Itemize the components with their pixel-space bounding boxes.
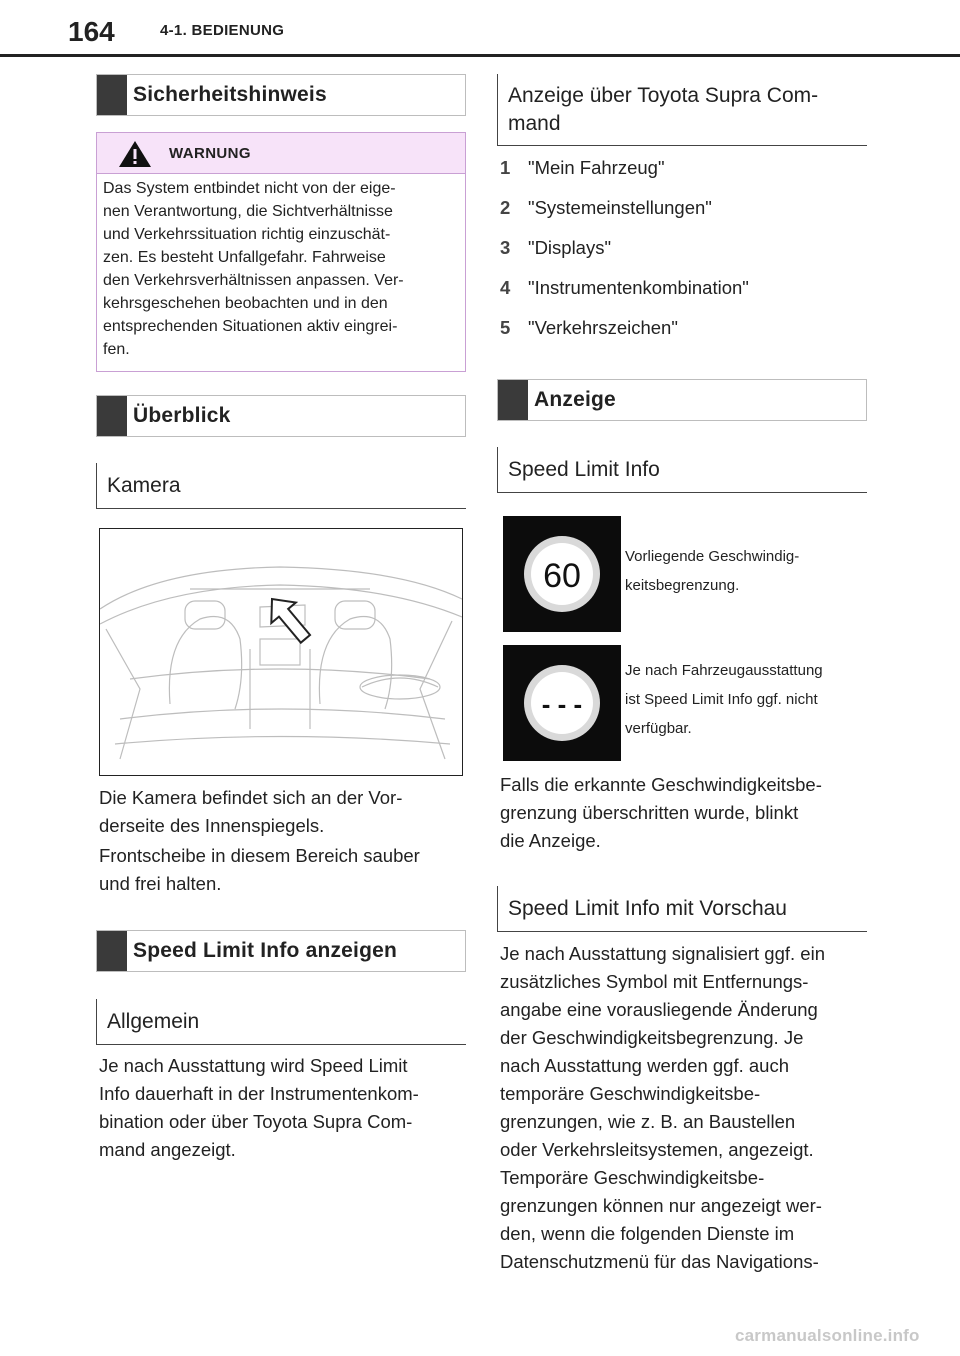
text-line: Je nach Fahrzeugausstattung [625, 662, 823, 679]
preview-paragraph-1 [500, 940, 870, 1164]
step-text: "Instrumentenkombination" [528, 277, 749, 298]
step-number: 4 [500, 277, 511, 298]
text-line: Datenschutzmenü für das Navigations- [500, 1251, 819, 1272]
subheading-text: Kamera [107, 473, 181, 497]
text-line: der Geschwindigkeitsbegrenzung. Je [500, 1027, 804, 1048]
watermark: carmanualsonline.info [735, 1326, 920, 1345]
step-1 [500, 154, 665, 182]
subheading-line: mand [508, 112, 561, 135]
warning-line: fen. [103, 341, 130, 358]
text-line: angabe eine vorausliegende Änderung [500, 999, 818, 1020]
section-heading-text: Anzeige [534, 388, 616, 411]
text-line: ist Speed Limit Info ggf. nicht [625, 691, 818, 708]
camera-paragraph-2 [99, 842, 469, 898]
preview-paragraph-2 [500, 1164, 870, 1276]
sign1-description [625, 542, 870, 600]
warning-triangle-icon [117, 139, 153, 169]
text-line: Die Kamera befindet sich an der Vor- [99, 787, 403, 808]
speed-sign-graphic [503, 645, 621, 761]
step-number: 5 [500, 317, 511, 338]
text-line: Falls die erkannte Geschwindigkeitsbe- [500, 774, 822, 795]
section-bar [97, 931, 127, 971]
step-text: "Systemeinstellungen" [528, 197, 712, 218]
step-text: "Mein Fahrzeug" [528, 157, 665, 178]
text-line: keitsbegrenzung. [625, 577, 740, 594]
camera-paragraph-1 [99, 784, 469, 840]
subheading-preview [497, 886, 867, 932]
text-line: grenzungen, wie z. B. an Baustellen [500, 1111, 796, 1132]
text-line: Je nach Ausstattung signalisiert ggf. ein [500, 943, 825, 964]
step-number: 3 [500, 237, 511, 258]
page-number: 164 [68, 16, 115, 47]
section-heading-text: Speed Limit Info anzeigen [133, 939, 398, 962]
warning-line: nen Verantwortung, die Sichtverhältnisse [103, 203, 393, 220]
warning-line: Das System entbindet nicht von der eige- [103, 180, 396, 197]
step-number: 1 [500, 157, 511, 178]
step-3 [500, 234, 611, 262]
header-rule [0, 54, 960, 57]
step-4 [500, 274, 749, 302]
warning-line: kehrsgeschehen beobachten und in den [103, 295, 388, 312]
text-line: Temporäre Geschwindigkeitsbe- [500, 1167, 765, 1188]
chapter-title: 4-1. BEDIENUNG [160, 22, 285, 39]
subheading-text: Speed Limit Info mit Vorschau [508, 896, 787, 920]
text-line: Vorliegende Geschwindig- [625, 548, 800, 565]
step-text: "Verkehrszeichen" [528, 317, 678, 338]
warning-line: den Verkehrsverhältnissen anpassen. Ver- [103, 272, 404, 289]
text-line: temporäre Geschwindigkeitsbe- [500, 1083, 761, 1104]
text-line: oder Verkehrsleitsystemen, angezeigt. [500, 1139, 814, 1160]
warning-line: und Verkehrssituation richtig einzuschät- [103, 226, 391, 243]
text-line: Frontscheibe in diesem Bereich sauber [99, 845, 420, 866]
text-line: Je nach Ausstattung wird Speed Limit [99, 1055, 408, 1076]
camera-location-figure [99, 528, 463, 776]
text-line: bination oder über Toyota Supra Com- [99, 1111, 413, 1132]
subheading-text: Allgemein [107, 1009, 200, 1033]
warning-line: zen. Es besteht Unfallgefahr. Fahrweise [103, 249, 386, 266]
step-number: 2 [500, 197, 511, 218]
warning-title: WARNUNG [169, 144, 251, 162]
step-5 [500, 314, 678, 342]
subheading-general [96, 999, 466, 1045]
subheading-text: Speed Limit Info [508, 457, 660, 481]
text-line: und frei halten. [99, 873, 222, 894]
section-heading-show-sli [96, 930, 466, 972]
section-heading-text: Überblick [133, 404, 231, 427]
text-line: zusätzliches Symbol mit Entfernungs- [500, 971, 809, 992]
subheading-text [508, 82, 861, 145]
section-heading-overview [96, 395, 466, 437]
speed-sign-graphic [503, 516, 621, 632]
step-2 [500, 194, 712, 222]
text-line: nach Ausstattung werden ggf. auch [500, 1055, 790, 1076]
subheading-line: Anzeige über Toyota Supra Com- [508, 84, 819, 107]
text-line: derseite des Innenspiegels. [99, 815, 325, 836]
text-line: mand angezeigt. [99, 1139, 236, 1160]
subheading-speed-limit-info [497, 447, 867, 493]
text-line: verfügbar. [625, 720, 692, 737]
car-interior-illustration [100, 529, 462, 775]
section-bar [97, 396, 127, 436]
sign2-description [625, 656, 870, 743]
text-line: grenzung überschritten wurde, blinkt [500, 802, 799, 823]
section-heading-text: Sicherheitshinweis [133, 83, 327, 106]
speed-sign-value: - - - [541, 689, 583, 719]
step-text: "Displays" [528, 237, 612, 258]
section-heading-display [497, 379, 867, 421]
section-bar [498, 380, 528, 420]
text-line: die Anzeige. [500, 830, 601, 851]
general-paragraph [99, 1052, 469, 1164]
warning-line: entsprechenden Situationen aktiv eingrei- [103, 318, 398, 335]
warning-header [97, 133, 465, 174]
text-line: den, wenn die folgenden Dienste im [500, 1223, 795, 1244]
speed-sign-value: 60 [543, 557, 581, 595]
subheading-camera [96, 463, 466, 509]
text-line: grenzungen können nur angezeigt wer- [500, 1195, 822, 1216]
section-heading-safety [96, 74, 466, 116]
blink-paragraph [500, 771, 870, 855]
subheading-display-command [497, 74, 867, 146]
speed-limit-unavailable-icon [503, 645, 621, 761]
speed-limit-60-icon [503, 516, 621, 632]
warning-box [96, 132, 466, 372]
text-line: Info dauerhaft in der Instrumentenkom- [99, 1083, 419, 1104]
section-bar [97, 75, 127, 115]
warning-text [103, 177, 453, 361]
